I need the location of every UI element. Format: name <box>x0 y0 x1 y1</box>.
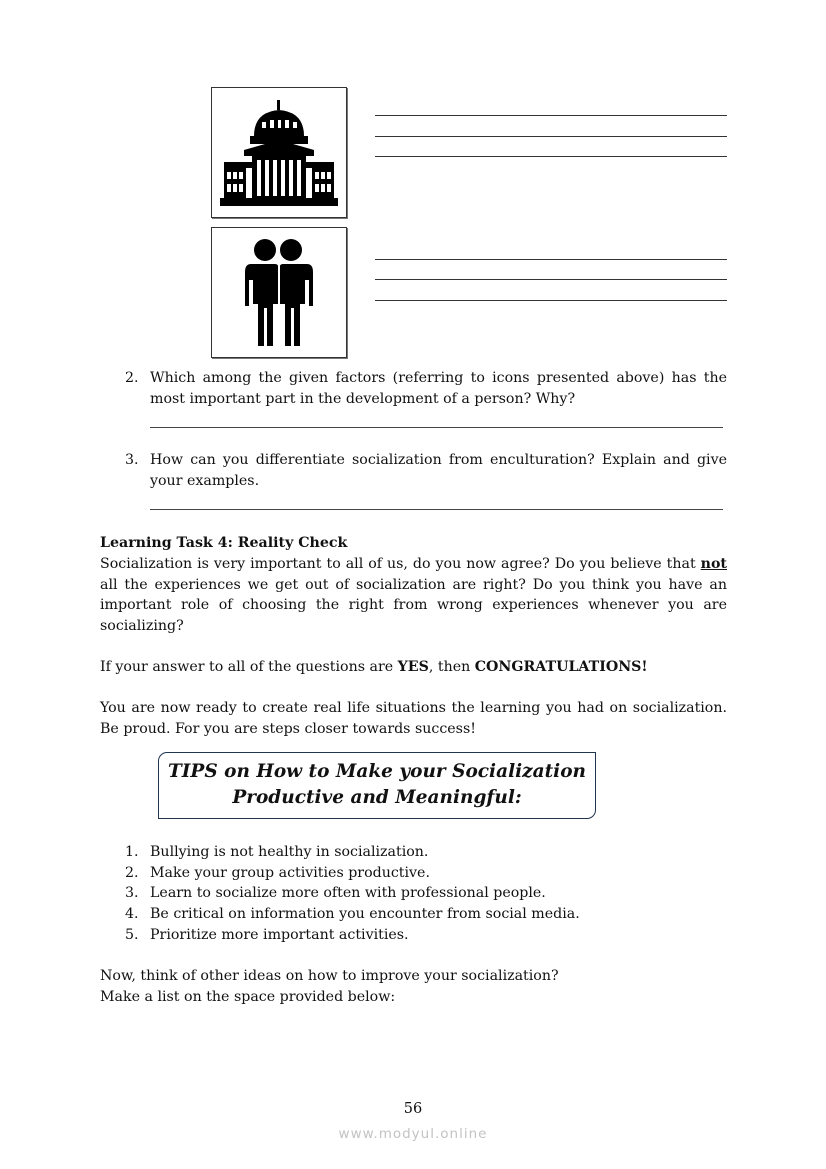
closing-line-2: Make a list on the space provided below: <box>100 989 396 1005</box>
closing-line-1: Now, think of other ideas on how to improve your socialization? <box>100 968 559 984</box>
question-text: Which among the given factors (referring to icons presented above) has the most important part in the development of a person? Why? <box>150 370 727 407</box>
answer-line[interactable] <box>150 509 723 510</box>
tips-list <box>125 842 580 946</box>
list-item <box>125 842 580 863</box>
p2-yes: YES <box>397 659 429 675</box>
tips-title-line-1: TIPS on How to Make your Socialization <box>168 761 586 782</box>
question-number: 2. <box>125 370 139 386</box>
tip-text: Bullying is not healthy in socialization. <box>150 844 429 860</box>
p1-emphasis: not <box>700 556 727 572</box>
p2-text-before: If your answer to all of the questions are <box>100 659 398 675</box>
p1-text-before: Socialization is very important to all of us, do you now agree? Do you believe that <box>100 556 701 572</box>
task-heading: Learning Task 4: Reality Check <box>100 535 348 551</box>
tip-number: 5. <box>125 926 139 943</box>
task-paragraph-3: You are now ready to create real life situations the learning you had on socialization. Be proud. For you are steps closer towards success! <box>100 700 727 737</box>
tip-number: 1. <box>125 844 139 860</box>
list-item <box>125 883 580 904</box>
two-people-icon-frame <box>211 227 347 358</box>
p2-congratulations: CONGRATULATIONS! <box>474 659 648 675</box>
list-item <box>125 925 580 946</box>
answer-line[interactable] <box>375 156 727 157</box>
answer-line[interactable] <box>375 115 727 116</box>
tip-number: 4. <box>125 906 139 923</box>
tip-text: Make your group activities productive. <box>150 864 430 881</box>
answer-line[interactable] <box>375 259 727 260</box>
question-item <box>125 450 727 491</box>
list-item <box>125 904 580 925</box>
tip-text: Prioritize more important activities. <box>150 926 409 943</box>
question-text: How can you differentiate socialization from enculturation? Explain and give your examples. <box>150 452 727 489</box>
list-item <box>125 863 580 884</box>
government-building-icon <box>218 98 340 208</box>
question-number: 3. <box>125 452 139 468</box>
watermark: www.modyul.online <box>338 1126 488 1142</box>
answer-line[interactable] <box>150 427 723 428</box>
answer-line[interactable] <box>375 300 727 301</box>
question-item <box>125 368 727 409</box>
p1-text-after: all the experiences we get out of socialization are right? Do you think you have an important role of choosing the right from wrong experiences whenever you are socializing? <box>100 576 727 634</box>
task-paragraph-1 <box>100 554 727 636</box>
two-people-icon <box>239 234 319 352</box>
page-number: 56 <box>403 1101 423 1117</box>
government-building-icon-frame <box>211 87 347 218</box>
tips-title-line-2: Productive and Meaningful: <box>232 787 522 808</box>
tips-title-box <box>158 752 596 819</box>
tip-number: 2. <box>125 864 139 881</box>
answer-line[interactable] <box>375 136 727 137</box>
tip-text: Learn to socialize more often with professional people. <box>150 885 546 902</box>
task-paragraph-2 <box>100 657 727 678</box>
p2-text-mid: , then <box>428 659 475 675</box>
answer-line[interactable] <box>375 279 727 280</box>
tip-text: Be critical on information you encounter from social media. <box>150 906 580 923</box>
tip-number: 3. <box>125 885 139 902</box>
